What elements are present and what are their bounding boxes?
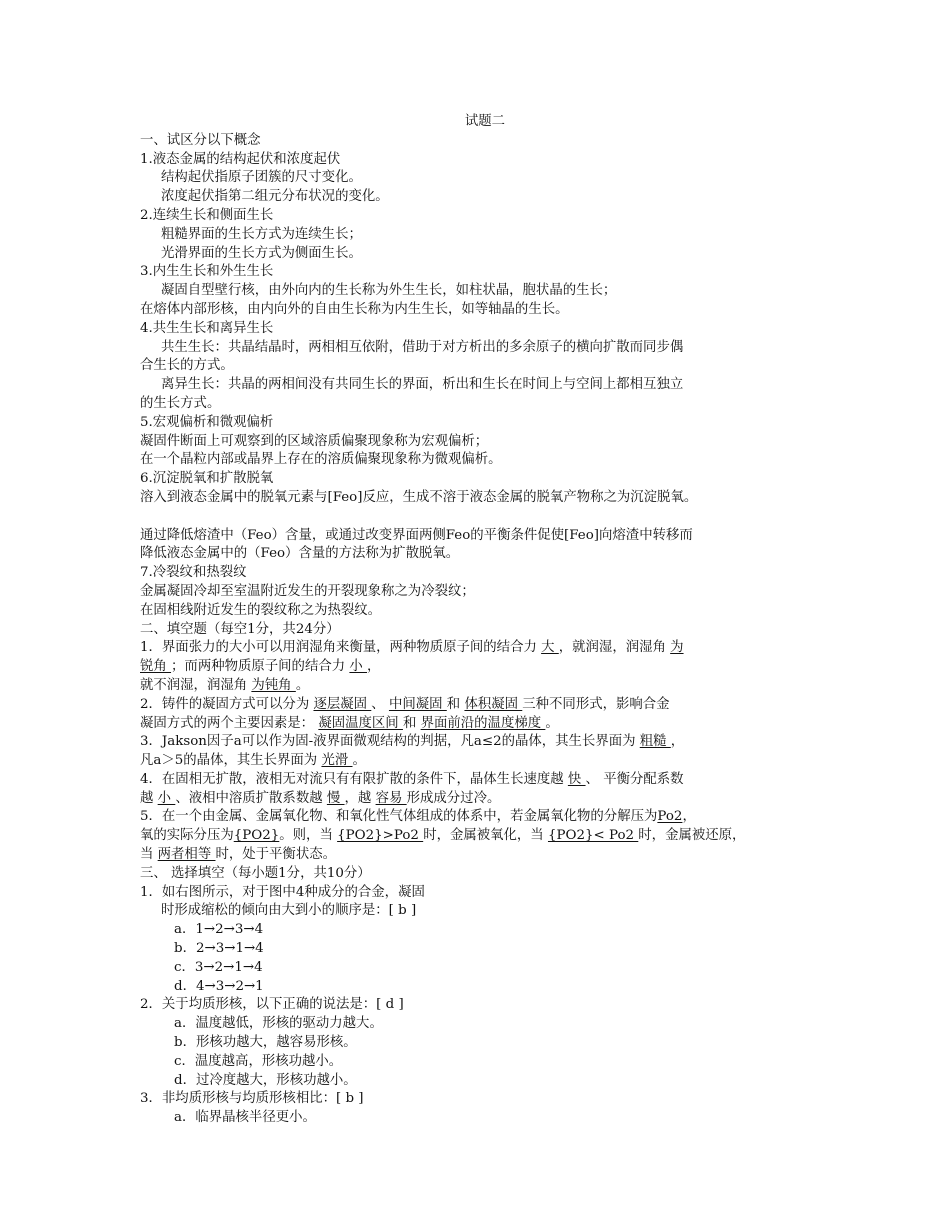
text-line (140, 846, 830, 865)
text-segment: 凡a＞5的晶体，其生长界面为 (140, 753, 322, 769)
text-segment: 光滑界面的生长方式为侧面生长。 (161, 245, 362, 261)
text-segment: 和 (402, 715, 421, 731)
text-line (140, 1109, 830, 1128)
text-segment: 2．关于均质形核，以下正确的说法是：[ d ] (140, 997, 404, 1013)
text-line (140, 808, 830, 827)
text-line (140, 978, 830, 997)
text-segment: ， (367, 659, 381, 675)
text-segment: 时，处于平衡状态。 (215, 847, 336, 863)
text-line (140, 902, 830, 921)
text-segment: 就不润湿，润湿角 (140, 677, 252, 693)
text-segment: 金属凝固冷却至室温附近发生的开裂现象称之为冷裂纹； (140, 583, 475, 599)
text-line (140, 921, 830, 940)
text-segment: 5.宏观偏析和微观偏析 (140, 414, 274, 430)
text-line (140, 583, 830, 602)
text-line (140, 263, 830, 282)
answer-blank: 界面前沿的温度梯度 (420, 715, 546, 731)
answer-blank: {PO2}< Po2 (547, 828, 639, 844)
text-line (140, 282, 830, 301)
text-segment: 在固相线附近发生的裂纹称之为热裂纹。 (140, 602, 382, 618)
text-line (140, 771, 830, 790)
answer-blank: 粗糙 (639, 734, 671, 750)
answer-blank: 容易 (375, 790, 407, 806)
text-line (140, 207, 830, 226)
text-segment: 4.共生生长和离异生长 (140, 320, 274, 336)
text-segment: 一、试区分以下概念 (140, 132, 261, 148)
text-line (140, 959, 830, 978)
text-line (140, 733, 830, 752)
text-line (140, 508, 830, 527)
text-segment: 结构起伏指原子团簇的尺寸变化。 (161, 170, 362, 186)
text-line (140, 696, 830, 715)
text-line (140, 132, 830, 151)
answer-blank: 慢 (326, 790, 345, 806)
text-line (140, 151, 830, 170)
text-segment: a．1→2→3→4 (174, 922, 264, 938)
text-line (140, 301, 830, 320)
answer-blank: {PO2}>Po2 (337, 828, 424, 844)
text-segment: 凝固方式的两个主要因素是： (140, 715, 319, 731)
text-line (140, 414, 830, 433)
text-segment: 和 (446, 696, 465, 712)
text-segment: 。 (545, 715, 559, 731)
answer-blank: 逐层凝固 (313, 696, 372, 712)
text-segment: 、液相中溶质扩散系数越 (175, 790, 327, 806)
text-segment: 凝固件断面上可观察到的区域溶质偏聚现象称为宏观偏析； (140, 433, 489, 449)
text-segment: 3．Jakson因子a可以作为固-液界面微观结构的判据，凡a≤2的晶体，其生长界面为 (140, 734, 640, 750)
text-segment: 浓度起伏指第二组元分布状况的变化。 (161, 189, 389, 205)
text-segment: 2．铸件的凝固方式可以分为 (140, 696, 314, 712)
text-segment: 。则，当 (279, 828, 338, 844)
text-line (140, 188, 830, 207)
text-segment: 2.连续生长和侧面生长 (140, 207, 274, 223)
text-segment: 在熔体内部形核，由内向外的自由生长称为内生生长，如等轴晶的生长。 (140, 301, 569, 317)
text-segment: 粗糙界面的生长方式为连续生长； (161, 226, 362, 242)
answer-blank: 为 (670, 640, 684, 656)
text-segment: b．2→3→1→4 (174, 941, 264, 957)
answer-blank: 光滑 (321, 753, 353, 769)
text-line (140, 621, 830, 640)
text-segment: 5．在一个由金属、金属氧化物、和氧化性气体组成的体系中，若金属氧化物的分解压为 (140, 809, 658, 825)
text-segment: b．形核功越大，越容易形核。 (174, 1035, 357, 1051)
text-line (140, 790, 830, 809)
text-segment: ，越 (344, 790, 376, 806)
answer-blank: 为钝角 (251, 677, 296, 693)
text-line (140, 376, 830, 395)
text-segment: 3.内生生长和外生生长 (140, 264, 274, 280)
answer-blank: {PO2} (233, 828, 280, 844)
text-line (140, 1053, 830, 1072)
text-line (140, 1015, 830, 1034)
text-segment: 凝固自型壁行核，由外向内的生长称为外生生长，如柱状晶，胞状晶的生长； (161, 283, 617, 299)
text-segment: 共生生长：共晶结晶时，两相相互依附，借助于对方析出的多余原子的横向扩散而同步偶 (161, 339, 684, 355)
text-segment: 1．如右图所示，对于图中4种成分的合金，凝固 (140, 884, 425, 900)
text-segment: 降低液态金属中的（Feo）含量的方法称为扩散脱氧。 (140, 546, 460, 562)
text-segment: 时，金属被还原， (638, 828, 746, 844)
text-segment: 三种不同形式，影响合金 (522, 696, 670, 712)
text-segment: 二、填空题（每空1分，共24分） (140, 621, 340, 637)
text-segment: 溶入到液态金属中的脱氧元素与[Feo]反应，生成不溶于液态金属的脱氧产物称之为沉淀脱氧。 (140, 489, 698, 505)
text-segment: 1．界面张力的大小可以用润湿角来衡量，两种物质原子间的结合力 (140, 640, 542, 656)
text-segment: a．温度越低，形核的驱动力越大。 (174, 1016, 383, 1032)
text-segment: ， (670, 734, 685, 750)
text-segment: d．4→3→2→1 (174, 978, 264, 994)
text-line (140, 752, 830, 771)
answer-blank: 大 (541, 640, 559, 656)
text-segment: 当 (140, 847, 158, 863)
document-page (140, 113, 830, 1128)
text-segment: ， (682, 809, 696, 825)
text-line (140, 639, 830, 658)
text-segment: a．临界晶核半径更小。 (174, 1110, 316, 1126)
text-line (140, 564, 830, 583)
text-segment: 离异生长：共晶的两相间没有共同生长的界面，析出和生长在时间上与空间上都相互独立 (161, 377, 684, 393)
text-segment: 1.液态金属的结构起伏和浓度起伏 (140, 151, 341, 167)
text-segment: c．温度越高，形核功越小。 (174, 1053, 343, 1069)
text-segment: 在一个晶粒内部或晶界上存在的溶质偏聚现象称为微观偏析。 (140, 452, 502, 468)
text-line (140, 677, 830, 696)
text-segment: 三、 选择填空（每小题1分，共10分） (140, 865, 371, 881)
text-segment: 的生长方式。 (140, 395, 221, 411)
text-segment: 、 (371, 696, 389, 712)
answer-blank: Po2 (657, 809, 683, 825)
text-line (140, 865, 830, 884)
text-line (140, 1090, 830, 1109)
text-segment: 6.沉淀脱氧和扩散脱氧 (140, 471, 274, 487)
page-title: 试题二 (464, 114, 506, 129)
text-segment: 形成成分过冷。 (406, 790, 501, 806)
text-segment: 。 (352, 753, 366, 769)
text-line (140, 1034, 830, 1053)
text-line (140, 715, 830, 734)
answer-blank: 两者相等 (157, 847, 216, 863)
text-line (140, 451, 830, 470)
text-segment: 时形成缩松的倾向由大到小的顺序是：[ b ] (161, 903, 417, 919)
text-line (140, 1072, 830, 1091)
answer-blank: 小 (157, 790, 176, 806)
answer-blank: 锐角 (140, 659, 172, 675)
answer-blank: 快 (567, 771, 586, 787)
text-line (140, 357, 830, 376)
text-segment: c．3→2→1→4 (174, 959, 263, 975)
text-segment: 通过降低熔渣中（Feo）含量，或通过改变界面两侧Feo的平衡条件促使[Feo]向熔渣中转移而 (140, 527, 693, 543)
text-segment: ；而两种物质原子间的结合力 (171, 659, 350, 675)
text-segment: 。 (295, 677, 310, 693)
text-segment: 7.冷裂纹和热裂纹 (140, 565, 247, 581)
answer-blank: 凝固温度区间 (318, 715, 403, 731)
text-segment: 、 平衡分配系数 (585, 771, 684, 787)
text-line (140, 395, 830, 414)
text-segment: 时，金属被氧化，当 (423, 828, 548, 844)
text-line (140, 602, 830, 621)
text-line (140, 245, 830, 264)
text-segment: 越 (140, 790, 158, 806)
text-line (140, 226, 830, 245)
document-body (140, 132, 830, 1128)
text-line (140, 996, 830, 1015)
text-line (140, 884, 830, 903)
text-segment: 氧的实际分压为 (140, 828, 234, 844)
text-segment: d．过冷度越大，形核功越小。 (174, 1072, 357, 1088)
text-line (140, 658, 830, 677)
answer-blank: 中间凝固 (388, 696, 447, 712)
text-line (140, 339, 830, 358)
text-line (140, 169, 830, 188)
text-line (140, 940, 830, 959)
text-line (140, 433, 830, 452)
answer-blank: 小 (349, 659, 368, 675)
text-line (140, 489, 830, 508)
text-line (140, 470, 830, 489)
text-line (140, 545, 830, 564)
text-segment: 4．在固相无扩散，液相无对流只有有限扩散的条件下，晶体生长速度越 (140, 771, 568, 787)
text-line (140, 320, 830, 339)
text-line (140, 527, 830, 546)
text-line (140, 827, 830, 846)
text-segment: ，就润湿，润湿角 (558, 640, 671, 656)
text-segment: 3．非均质形核与均质形核相比：[ b ] (140, 1091, 364, 1107)
answer-blank: 体积凝固 (464, 696, 523, 712)
text-segment: 合生长的方式。 (140, 358, 234, 374)
